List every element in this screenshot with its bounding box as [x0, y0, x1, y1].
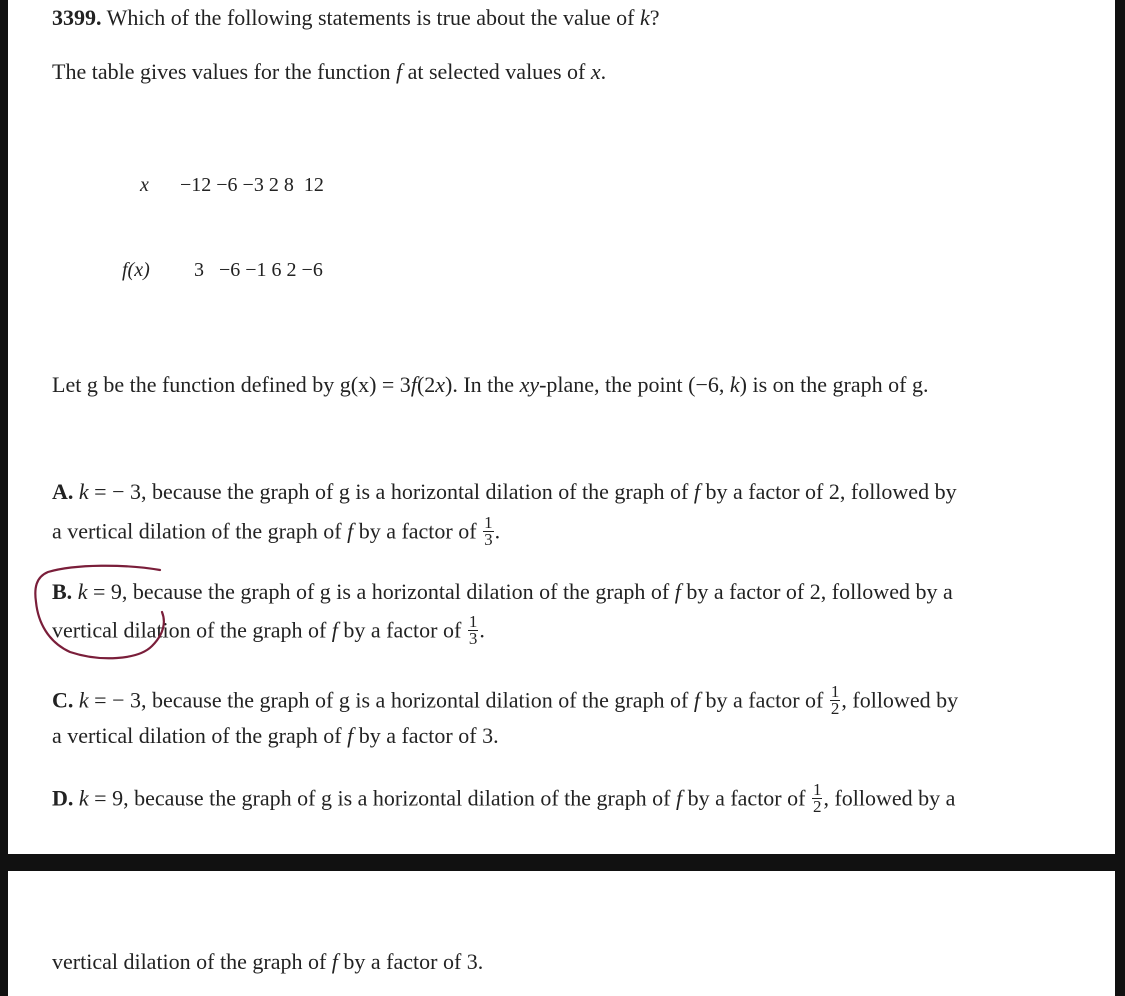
choice-b-line2: vertical dilation of the graph of f by a factor of $\frac{1}{3}$ . [52, 612, 485, 648]
fraction-one-third: $\frac{1}{3}$ [484, 513, 493, 549]
table-values-x: −12 −6 −3 2 8 12 [180, 174, 324, 196]
document-page-continued [8, 871, 1115, 996]
table-row-fx [122, 257, 323, 283]
table-header-fx: f(x) [122, 259, 150, 281]
choice-a-line2: a vertical dilation of the graph of f by a factor of $\frac{1}{3}$ . [52, 513, 501, 549]
choice-c-line2: a vertical dilation of the graph of f by a factor of 3. [52, 723, 499, 748]
choice-a-letter: A. [52, 479, 74, 504]
fraction-one-half: $\frac{1}{2}$ [830, 682, 840, 718]
table-header-x: x [140, 174, 149, 196]
table-row-x [140, 172, 324, 198]
fraction-one-half: $\frac{1}{2}$ [812, 780, 822, 816]
intro-text: The table gives values for the function f at selected values of x. [52, 59, 607, 84]
document-page [8, 0, 1115, 854]
choice-c-letter: C. [52, 687, 74, 713]
question-number: 3399. [52, 5, 102, 30]
table-values-fx: 3 −6 −1 6 2 −6 [194, 259, 323, 281]
choice-a-line1: A. k = − 3, because the graph of g is a horizontal dilation of the graph of f by a factor of 2, followed by [52, 479, 957, 504]
choice-d-letter: D. [52, 785, 74, 811]
function-definition: Let g be the function defined by g(x) = 3f(2x). In the xy-plane, the point (−6, k) is on the graph of g. [52, 372, 929, 397]
choice-b-letter: B. [52, 579, 73, 604]
choice-d-line2: vertical dilation of the graph of f by a factor of 3. [52, 949, 484, 974]
question-stem: 3399. Which of the following statements is true about the value of k? [52, 5, 660, 30]
choice-c-line1: C. k = − 3, because the graph of g is a horizontal dilation of the graph of f by a factor of $\frac{1}{2}$ , followed by [52, 682, 959, 718]
choice-b-line1: B. k = 9, because the graph of g is a horizontal dilation of the graph of f by a factor of 2, followed by a [52, 579, 953, 604]
fraction-one-third: $\frac{1}{3}$ [468, 612, 478, 648]
choice-d-line1: D. k = 9, because the graph of g is a horizontal dilation of the graph of f by a factor of $\frac{1}{2}$ , followed by a [52, 780, 956, 816]
